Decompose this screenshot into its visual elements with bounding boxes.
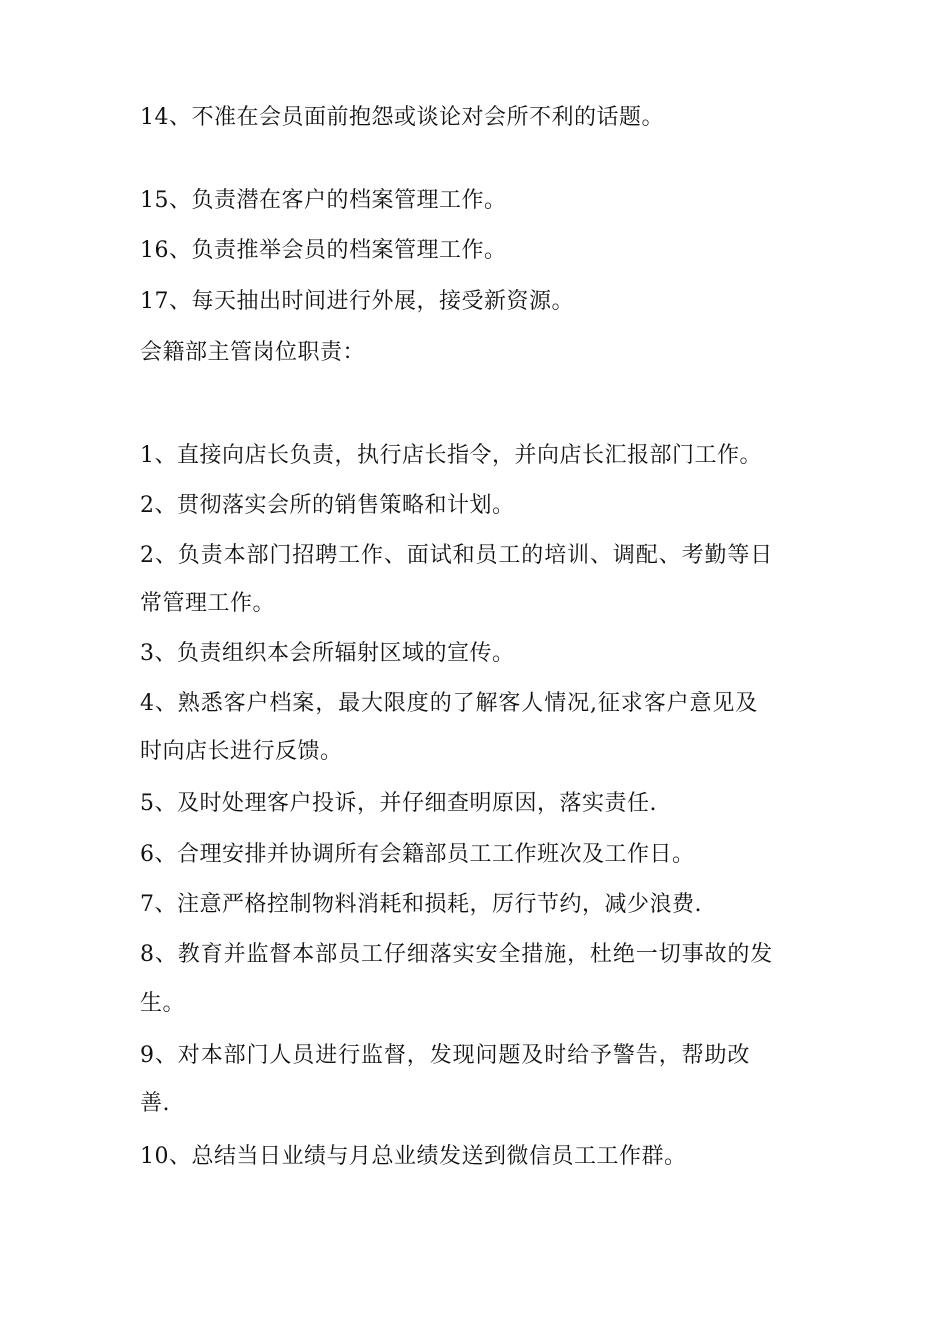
duty-item-2a: 2、贯彻落实会所的销售策略和计划。 [140, 493, 515, 518]
duty-item-4-line2: 时向店长进行反馈。 [140, 739, 343, 764]
duty-item-5: 5、及时处理客户投诉，并仔细查明原因，落实责任. [140, 791, 657, 816]
list-item-17: 17、每天抽出时间进行外展，接受新资源。 [140, 289, 574, 314]
duty-item-1: 1、直接向店长负责，执行店长指令，并向店长汇报部门工作。 [140, 443, 762, 468]
duty-item-6: 6、合理安排并协调所有会籍部员工工作班次及工作日。 [140, 842, 695, 867]
duty-item-4-line1: 4、熟悉客户档案，最大限度的了解客人情况,征求客户意见及 [140, 691, 759, 716]
duty-item-3: 3、负责组织本会所辐射区域的宣传。 [140, 641, 515, 666]
duty-item-2b-line1: 2、负责本部门招聘工作、面试和员工的培训、调配、考勤等日 [140, 543, 774, 568]
duty-item-7: 7、注意严格控制物料消耗和损耗，厉行节约，减少浪费. [140, 892, 702, 917]
duty-item-9-line2: 善. [140, 1091, 170, 1116]
section-heading: 会籍部主管岗位职责： [140, 340, 366, 365]
list-item-16: 16、负责推举会员的档案管理工作。 [140, 238, 507, 263]
duty-item-10: 10、总结当日业绩与月总业绩发送到微信员工工作群。 [140, 1144, 687, 1169]
duty-item-8-line1: 8、教育并监督本部员工仔细落实安全措施，杜绝一切事故的发 [140, 942, 774, 967]
duty-item-2b-line2: 常管理工作。 [140, 591, 276, 616]
duty-item-9-line1: 9、对本部门人员进行监督，发现问题及时给予警告，帮助改 [140, 1043, 751, 1068]
list-item-14: 14、不准在会员面前抱怨或谈论对会所不利的话题。 [140, 105, 664, 130]
list-item-15: 15、负责潜在客户的档案管理工作。 [140, 188, 507, 213]
duty-item-8-line2: 生。 [140, 991, 186, 1016]
